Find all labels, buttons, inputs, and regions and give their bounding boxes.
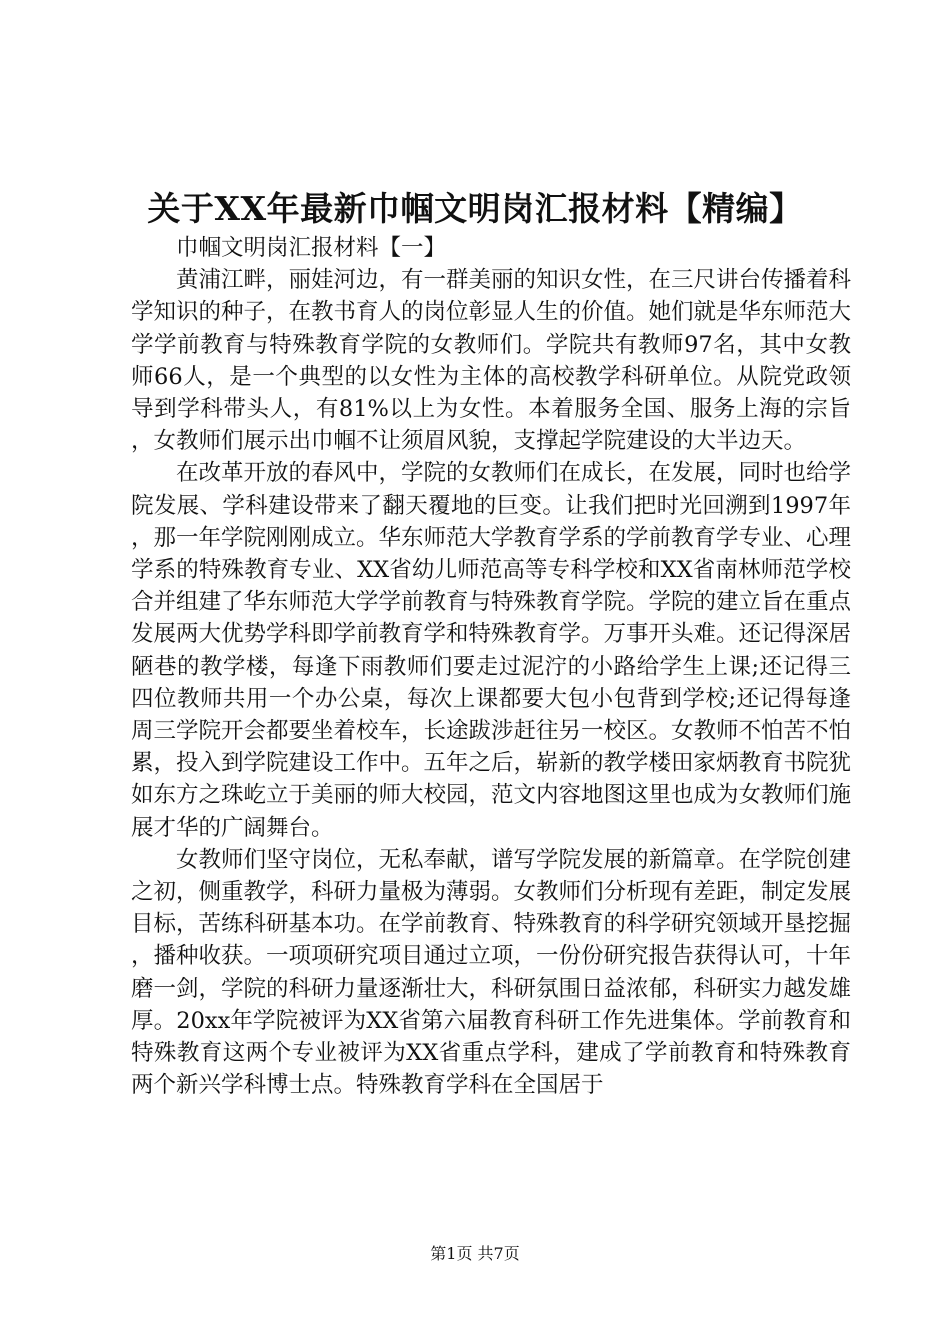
paragraph-1: 黄浦江畔，丽娃河边，有一群美丽的知识女性，在三尺讲台传播着科学知识的种子，在教书育人的岗位彰显人生的价值。她们就是华东师范大学学前教育与特殊教育学院的女教师们。学院共有教师97名，其中女教师66人，是一个典型的以女性为主体的高校教学科研单位。从院党政领导到学科带头人，有81%以上为女性。本着服务全国、服务上海的宗旨，女教师们展示出巾帼不让须眉风貌，支撑起学院建设的大半边天。	[131, 267, 852, 455]
paragraph-2: 在改革开放的春风中，学院的女教师们在成长，在发展，同时也给学院发展、学科建设带来了翻天覆地的巨变。让我们把时光回溯到1997年，那一年学院刚刚成立。华东师范大学教育学系的学前教育学专业、心理学系的特殊教育专业、XX省幼儿师范高等专科学校和XX省南林师范学校合并组建了华东师范大学学前教育与特殊教育学院。学院的建立旨在重点发展两大优势学科即学前教育学和特殊教育学。万事开头难。还记得深居陋巷的教学楼，每逢下雨教师们要走过泥泞的小路给学生上课;还记得三四位教师共用一个办公桌，每次上课都要大包小包背到学校;还记得每逢周三学院开会都要坐着校车，长途跋涉赶往另一校区。女教师不怕苦不怕累，投入到学院建设工作中。五年之后，崭新的教学楼田家炳教育书院犹如东方之珠屹立于美丽的师大校园，范文内容地图这里也成为女教师们施展才华的广阔舞台。	[131, 460, 852, 841]
document-body	[131, 232, 851, 1101]
paragraph-3: 女教师们坚守岗位，无私奉献，谱写学院发展的新篇章。在学院创建之初，侧重教学，科研力量极为薄弱。女教师们分析现有差距，制定发展目标，苦练科研基本功。在学前教育、特殊教育的科学研究领域开垦挖掘，播种收获。一项项研究项目通过立项，一份份研究报告获得认可，十年磨一剑，学院的科研力量逐渐壮大，科研氛围日益浓郁，科研实力越发雄厚。20xx年学院被评为XX省第六届教育科研工作先进集体。学前教育和特殊教育这两个专业被评为XX省重点学科，建成了学前教育和特殊教育两个新兴学科博士点。特殊教育学科在全国居于	[131, 846, 852, 1099]
section-heading: 巾帼文明岗汇报材料【一】	[176, 235, 447, 261]
document-title: 关于XX年最新巾帼文明岗汇报材料【精编】	[147, 189, 803, 228]
page-footer: 第1页 共7页	[430, 1244, 520, 1263]
